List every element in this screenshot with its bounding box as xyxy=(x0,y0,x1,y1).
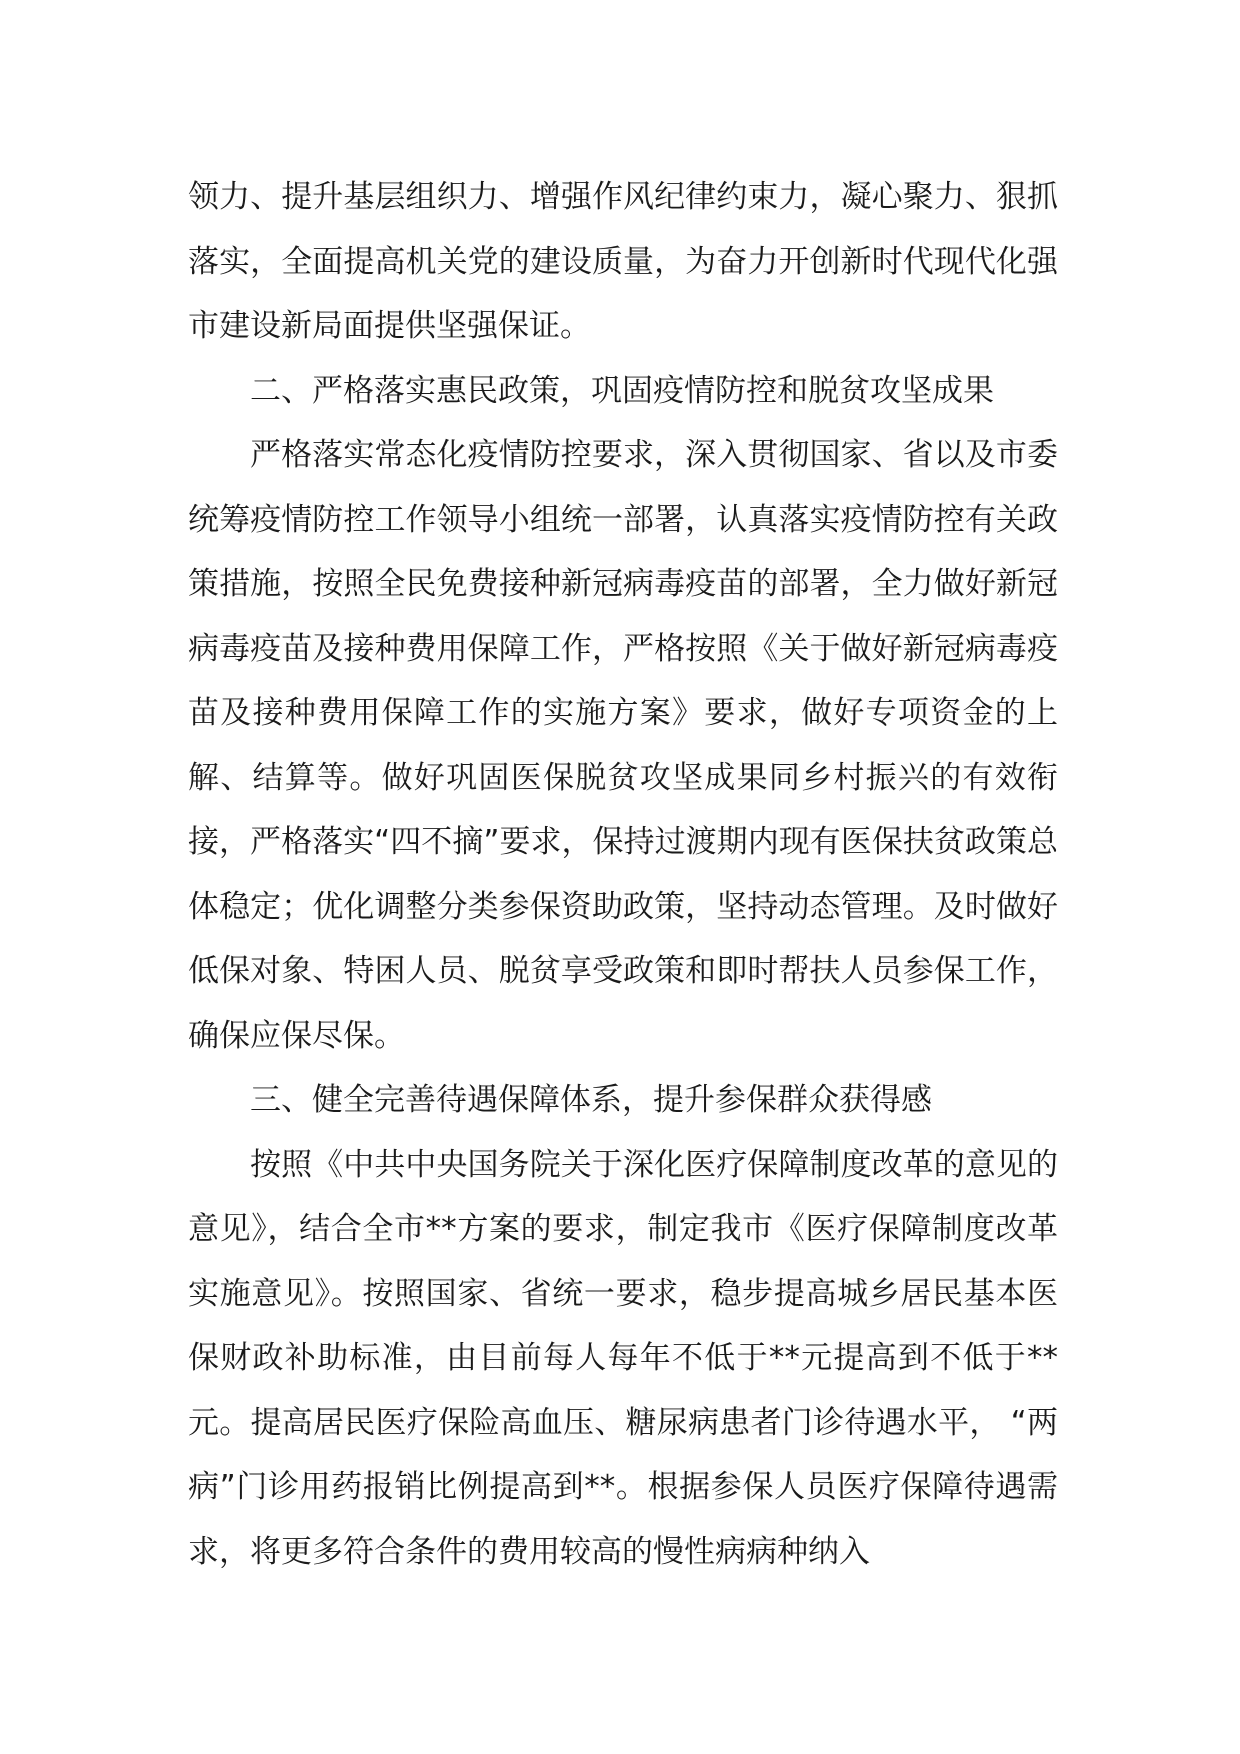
paragraph-continuation: 领力、提升基层组织力、增强作风纪律约束力，凝心聚力、狠抓落实，全面提高机关党的建设质量，为奋力开创新时代现代化强市建设新局面提供坚强保证。 xyxy=(188,179,1058,344)
paragraph-benefits-system: 按照《中共中央国务院关于深化医疗保障制度改革的意见的意见》，结合全市**方案的要求，制定我市《医疗保障制度改革实施意见》。按照国家、省统一要求，稳步提高城乡居民基本医保财政补助标准，由目前每人每年不低于**元提高到不低于**元。提高居民医疗保险高血压、糖尿病患者门诊待遇水平， “两病”门诊用药报销比例提高到**。根据参保人员医疗保障待遇需求，将更多符合条件的费用较高的慢性病病种纳入 xyxy=(188,1146,1058,1570)
section-heading-2: 二、严格落实惠民政策，巩固疫情防控和脱贫攻坚成果 xyxy=(250,372,994,409)
paragraph-epidemic-poverty: 严格落实常态化疫情防控要求，深入贯彻国家、省以及市委统筹疫情防控工作领导小组统一部署，认真落实疫情防控有关政策措施，按照全民免费接种新冠病毒疫苗的部署，全力做好新冠病毒疫苗及接种费用保障工作，严格按照《关于做好新冠病毒疫苗及接种费用保障工作的实施方案》要求，做好专项资金的上解、结算等。做好巩固医保脱贫攻坚成果同乡村振兴的有效衔接，严格落实“四不摘”要求，保持过渡期内现有医保扶贫政策总体稳定；优化调整分类参保资助政策，坚持动态管理。及时做好低保对象、特困人员、脱贫享受政策和即时帮扶人员参保工作， 确保应保尽保。 xyxy=(188,437,1058,1054)
document-body xyxy=(188,165,1058,1584)
section-heading-3: 三、健全完善待遇保障体系，提升参保群众获得感 xyxy=(250,1082,932,1118)
